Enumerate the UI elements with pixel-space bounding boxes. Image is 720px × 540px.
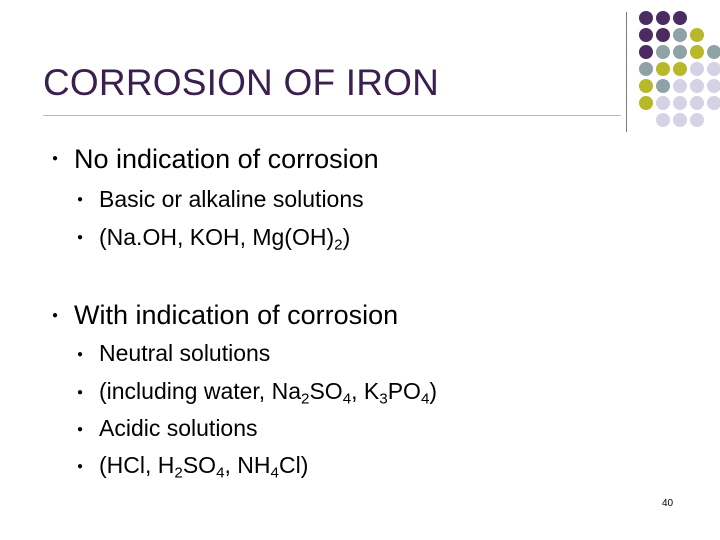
bullet-with-corrosion: With indication of corrosion (74, 300, 399, 330)
text-segment: Neutral solutions (99, 340, 271, 366)
decorative-dot (673, 45, 687, 59)
text-segment: , NH (224, 452, 271, 478)
sub-bullet-marker: ● (77, 461, 84, 472)
decorative-dot (656, 113, 670, 127)
subscript: 4 (342, 390, 352, 408)
decorative-dot (639, 96, 653, 110)
decorative-dot (673, 79, 687, 93)
decorative-dot (673, 62, 687, 76)
sub-bullet-marker: ● (77, 349, 84, 360)
sub-item-neutral-examples (99, 378, 438, 408)
decorative-dot (639, 11, 653, 25)
text-segment: (HCl, H (99, 452, 175, 478)
decorative-dot (690, 79, 704, 93)
decorative-dot (656, 79, 670, 93)
decorative-dot (690, 28, 704, 42)
slide-title: CORROSION OF IRON (43, 62, 440, 103)
decorative-dot (690, 96, 704, 110)
decorative-dot (639, 62, 653, 76)
decorative-dot (656, 62, 670, 76)
sub-item-basic-solutions (99, 188, 364, 211)
text-segment: , K (351, 378, 380, 404)
bullet-marker: ● (52, 310, 59, 321)
subscript: 2 (301, 390, 310, 408)
decorative-dot (673, 11, 687, 25)
decorative-dot (707, 62, 720, 76)
bullet-no-corrosion: No indication of corrosion (74, 144, 379, 174)
text-segment: (including water, Na (99, 378, 301, 404)
decorative-dot (639, 28, 653, 42)
text-segment: Basic or alkaline solutions (99, 186, 364, 212)
text-segment: ) (342, 224, 351, 250)
subscript: 4 (216, 464, 225, 482)
decorative-dot (690, 113, 704, 127)
decorative-dot (639, 45, 653, 59)
sub-item-acidic-solutions (99, 417, 258, 440)
bullet-marker: ● (52, 153, 59, 164)
text-segment: SO (309, 378, 343, 404)
text-segment: Cl) (278, 452, 309, 478)
text-segment: ) (429, 378, 438, 404)
sub-bullet-marker: ● (77, 424, 84, 435)
decorative-dot (639, 79, 653, 93)
subscript: 3 (379, 390, 388, 408)
text-segment: PO (387, 378, 421, 404)
text-segment: Acidic solutions (99, 415, 258, 441)
decorative-dot (656, 45, 670, 59)
decorative-dot (690, 45, 704, 59)
decorative-dot-grid (0, 0, 720, 140)
decorative-dot (656, 28, 670, 42)
decorative-dot (656, 96, 670, 110)
decorative-dot (707, 79, 720, 93)
sub-bullet-marker: ● (77, 387, 84, 398)
text-segment: (Na.OH, KOH, Mg(OH) (99, 224, 335, 250)
sub-item-alkaline-examples (99, 224, 351, 254)
sub-item-acidic-examples (99, 452, 309, 482)
subscript: 4 (420, 390, 430, 408)
decorative-dot (707, 45, 720, 59)
page-number: 40 (662, 498, 674, 509)
decorative-dot (673, 96, 687, 110)
subscript: 2 (174, 464, 183, 482)
sub-bullet-marker: ● (77, 232, 84, 243)
decorative-dot (690, 62, 704, 76)
decorative-dot (707, 96, 720, 110)
subscript: 4 (270, 464, 279, 482)
subscript: 2 (334, 236, 343, 254)
text-segment: SO (182, 452, 217, 478)
sub-bullet-marker: ● (77, 194, 84, 205)
decorative-dot (656, 11, 670, 25)
decorative-dot (673, 28, 687, 42)
sub-item-neutral-solutions (99, 342, 270, 365)
decorative-dot (673, 113, 687, 127)
